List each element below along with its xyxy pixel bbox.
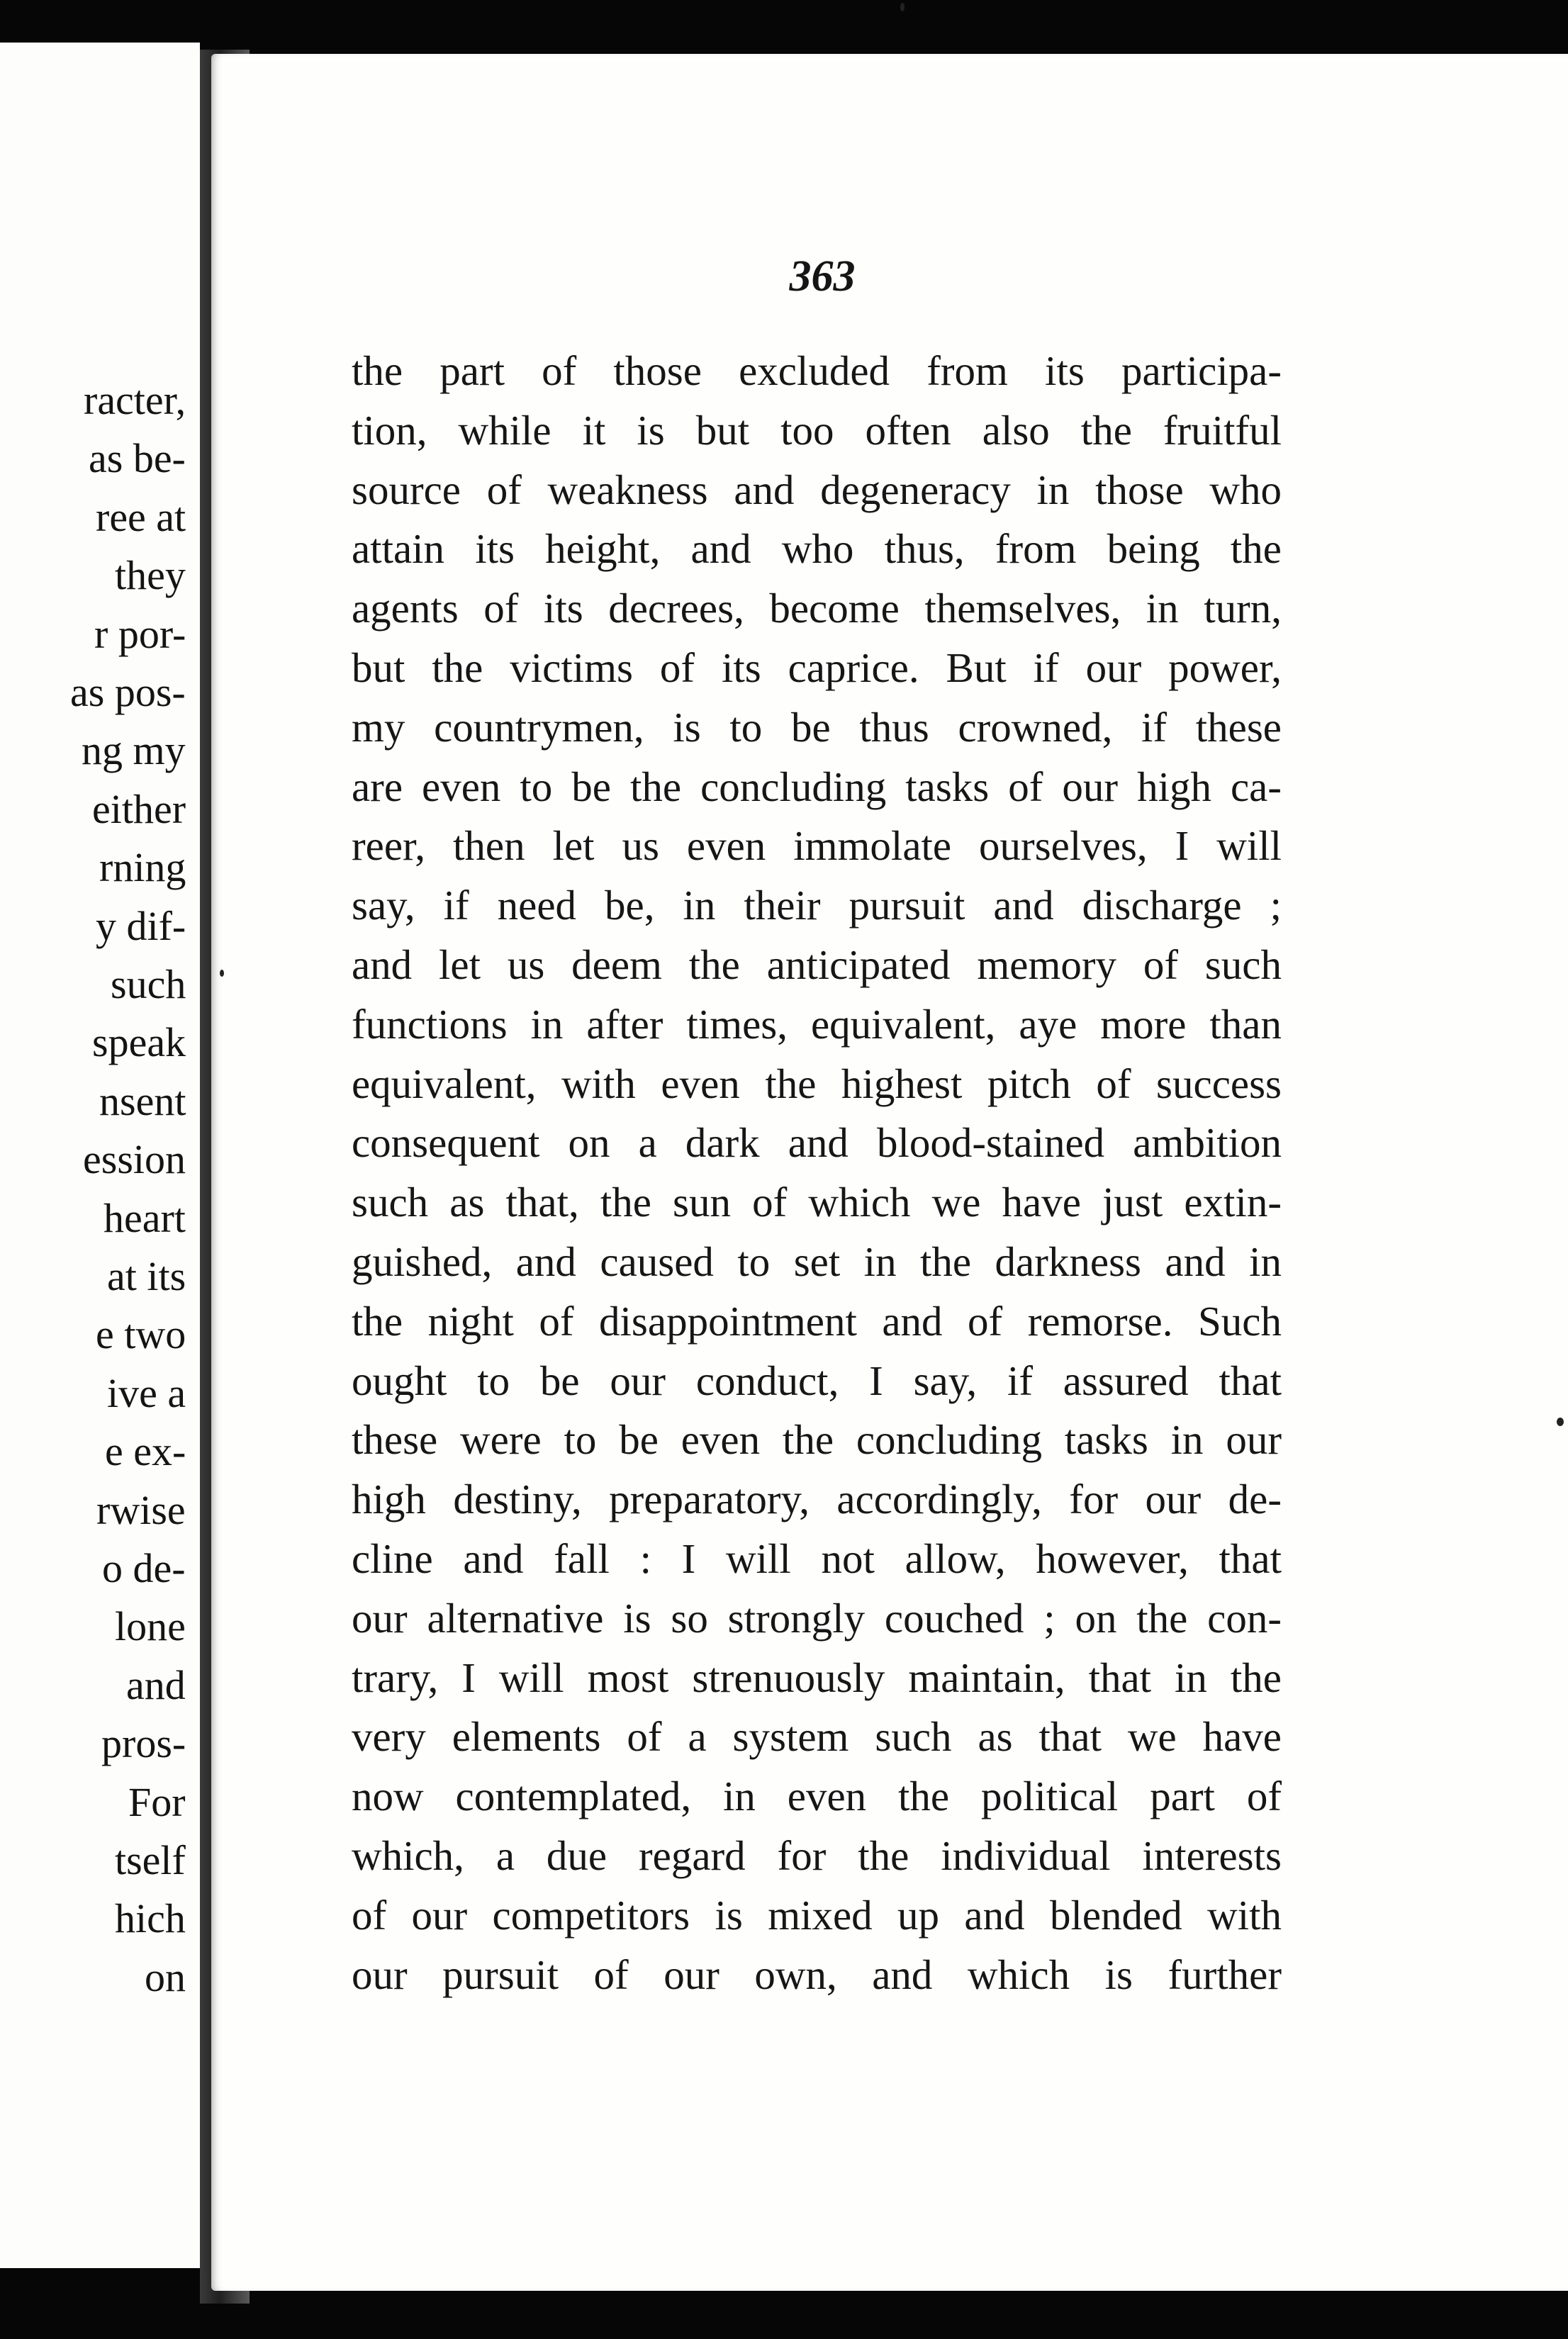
text-line: of our competitors is mixed up and blended with (352, 1891, 1282, 1939)
facing-page-line-fragment: For (128, 1778, 186, 1825)
body-text (352, 342, 1282, 2004)
text-line: are even to be the concluding tasks of our high ca- (352, 763, 1282, 810)
facing-page-line-fragment: as be- (89, 435, 186, 482)
facing-page-line-fragment: heart (103, 1194, 186, 1241)
text-line: the night of disappointment and of remorse. Such (352, 1297, 1282, 1345)
facing-page-line-fragment: tself (115, 1837, 186, 1883)
text-line: attain its height, and who thus, from being the (352, 525, 1282, 573)
ink-speck (1557, 1418, 1564, 1426)
facing-page-line-fragment: as pos- (70, 669, 186, 715)
text-line: such as that, the sun of which we have just extin- (352, 1179, 1282, 1226)
text-line: high destiny, preparatory, accordingly, for our de- (352, 1476, 1282, 1523)
facing-page-line-fragment: and (126, 1661, 186, 1708)
ink-speck (220, 970, 224, 977)
text-line: now contemplated, in even the political part of (352, 1773, 1282, 1820)
facing-page-line-fragment: r por- (94, 610, 186, 657)
facing-page-line-fragment: rwise (96, 1486, 186, 1533)
text-line: cline and fall : I will not allow, however, that (352, 1535, 1282, 1582)
text-line: which, a due regard for the individual interests (352, 1832, 1282, 1879)
facing-page-line-fragment: either (92, 785, 186, 832)
text-line: source of weakness and degeneracy in those who (352, 466, 1282, 513)
facing-page-line-fragment: ree at (96, 493, 186, 540)
facing-page-line-fragment: such (111, 961, 186, 1007)
text-line: these were to be even the concluding tasks in our (352, 1416, 1282, 1464)
page-number: 363 (789, 252, 856, 301)
text-line: our alternative is so strongly couched ; on the con- (352, 1594, 1282, 1642)
text-line: functions in after times, equivalent, aye more than (352, 1000, 1282, 1048)
facing-page-line-fragment: e two (96, 1311, 186, 1358)
facing-page-line-fragment: y dif- (96, 902, 186, 949)
text-line: tion, while it is but too often also the fruitful (352, 406, 1282, 454)
text-line: my countrymen, is to be thus crowned, if these (352, 703, 1282, 751)
text-line: trary, I will most strenuously maintain, that in the (352, 1654, 1282, 1701)
facing-page-line-fragment: ng my (82, 727, 186, 774)
text-line: say, if need be, in their pursuit and discharge ; (352, 882, 1282, 929)
text-line: guished, and caused to set in the darkness and in (352, 1238, 1282, 1285)
facing-page-line-fragment: o de- (102, 1545, 186, 1591)
text-line: equivalent, with even the highest pitch of success (352, 1060, 1282, 1107)
text-line: and let us deem the anticipated memory of such (352, 941, 1282, 988)
facing-page (0, 43, 200, 2268)
facing-page-line-fragment: ession (83, 1136, 186, 1183)
facing-page-line-fragment: speak (92, 1019, 186, 1066)
text-line: very elements of a system such as that we have (352, 1713, 1282, 1761)
facing-page-line-fragment: lone (115, 1603, 186, 1650)
facing-page-line-fragment: at its (107, 1253, 186, 1299)
facing-page-line-fragment: on (145, 1953, 186, 2000)
facing-page-line-fragment: racter, (84, 377, 186, 423)
facing-page-line-fragment: pros- (101, 1720, 186, 1767)
text-line: but the victims of its caprice. But if our power, (352, 644, 1282, 691)
facing-page-line-fragment: they (115, 552, 186, 599)
ink-speck (900, 3, 905, 11)
text-line: consequent on a dark and blood-stained ambition (352, 1119, 1282, 1167)
facing-page-line-fragment: e ex- (105, 1428, 186, 1475)
text-line: our pursuit of our own, and which is further (352, 1951, 1282, 1998)
facing-page-line-fragment: ive a (107, 1369, 186, 1416)
text-line: reer, then let us even immolate ourselves, I will (352, 822, 1282, 870)
facing-page-line-fragment: rning (99, 844, 186, 891)
text-line: agents of its decrees, become themselves, in turn, (352, 585, 1282, 632)
facing-page-line-fragment: nsent (99, 1077, 186, 1124)
facing-page-line-fragment: hich (115, 1895, 186, 1942)
text-line: ought to be our conduct, I say, if assured that (352, 1357, 1282, 1404)
text-line: the part of those excluded from its participa- (352, 347, 1282, 394)
